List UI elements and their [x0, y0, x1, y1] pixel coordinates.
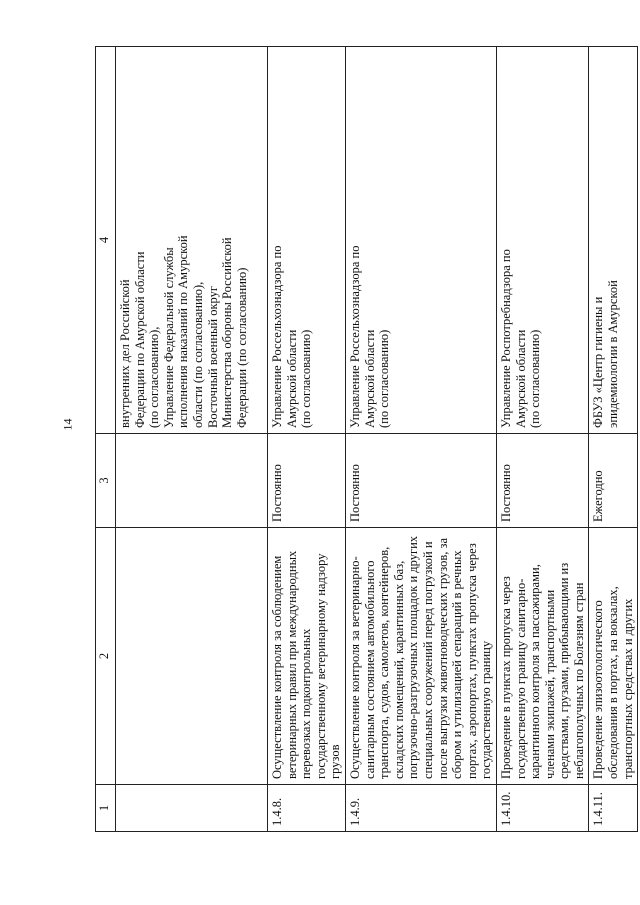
activity-cell: Осуществление контроля за ветеринарно-санитарным состоянием автомобильного транспорта, судов, самолетов, контейнеров, складских помещений, карантинных баз, погрузочно-разгрузочных площадок и других специальных сооружений перед погрузкой и после выгрузки животноводческих грузов, за сбором и утилизацией сепараций в речных портах, аэропортах, пунктах пропуска через государственную границу: [345, 528, 496, 785]
header-cell: 3: [96, 434, 116, 528]
table-row: [345, 47, 496, 832]
term-cell: [116, 434, 268, 528]
table-row: [589, 47, 638, 832]
row-number-cell: 1.4.9.: [345, 785, 496, 832]
term-cell: Ежегодно: [589, 434, 638, 528]
table-row: [268, 47, 346, 832]
activity-cell: [116, 528, 268, 785]
term-cell: Постоянно: [268, 434, 346, 528]
executors-cell: Управление Россельхознадзора по Амурской области (по согласованию): [345, 47, 496, 434]
executors-cell: ФБУЗ «Центр гигиены и эпидемиологии в Амурской: [589, 47, 638, 434]
term-cell: Постоянно: [345, 434, 496, 528]
activity-cell: Проведение эпизоотологического обследования в портах, на вокзалах, транспортных средствах и других: [589, 528, 638, 785]
document-page-rotated: [95, 47, 635, 832]
executors-cell: Управление Россельхознадзора по Амурской области (по согласованию): [268, 47, 346, 434]
table-row: [116, 47, 268, 832]
row-number-cell: 1.4.8.: [268, 785, 346, 832]
term-cell: Постоянно: [496, 434, 589, 528]
table-row: [496, 47, 589, 832]
row-number-cell: [116, 785, 268, 832]
header-cell: 4: [96, 47, 116, 434]
executors-cell: Управление Роспотребнадзора по Амурской области (по согласованию): [496, 47, 589, 434]
executors-cell: внутренних дел Российской Федерации по Амурской области (по согласованию), Управление Федеральной службы исполнения наказаний по Амурской области (по согласованию), Восточный военный округ Министерства обороны Российской Федерации (по согласованию): [116, 47, 268, 434]
plan-table: [95, 46, 638, 832]
page-number: 14: [60, 418, 75, 431]
header-cell: 2: [96, 528, 116, 785]
table-header-row: [96, 47, 116, 832]
row-number-cell: 1.4.10.: [496, 785, 589, 832]
header-cell: 1: [96, 785, 116, 832]
row-number-cell: 1.4.11.: [589, 785, 638, 832]
activity-cell: Осуществление контроля за соблюдением ветеринарных правил при международных перевозках подконтрольных государственному ветеринарному надзору грузов: [268, 528, 346, 785]
activity-cell: Проведение в пунктах пропуска через государственную границу санитарно-карантинного контроля за пассажирами, членами экипажей, транспортными средствами, грузами, прибывающими из неблагополучных по Болезням стран: [496, 528, 589, 785]
